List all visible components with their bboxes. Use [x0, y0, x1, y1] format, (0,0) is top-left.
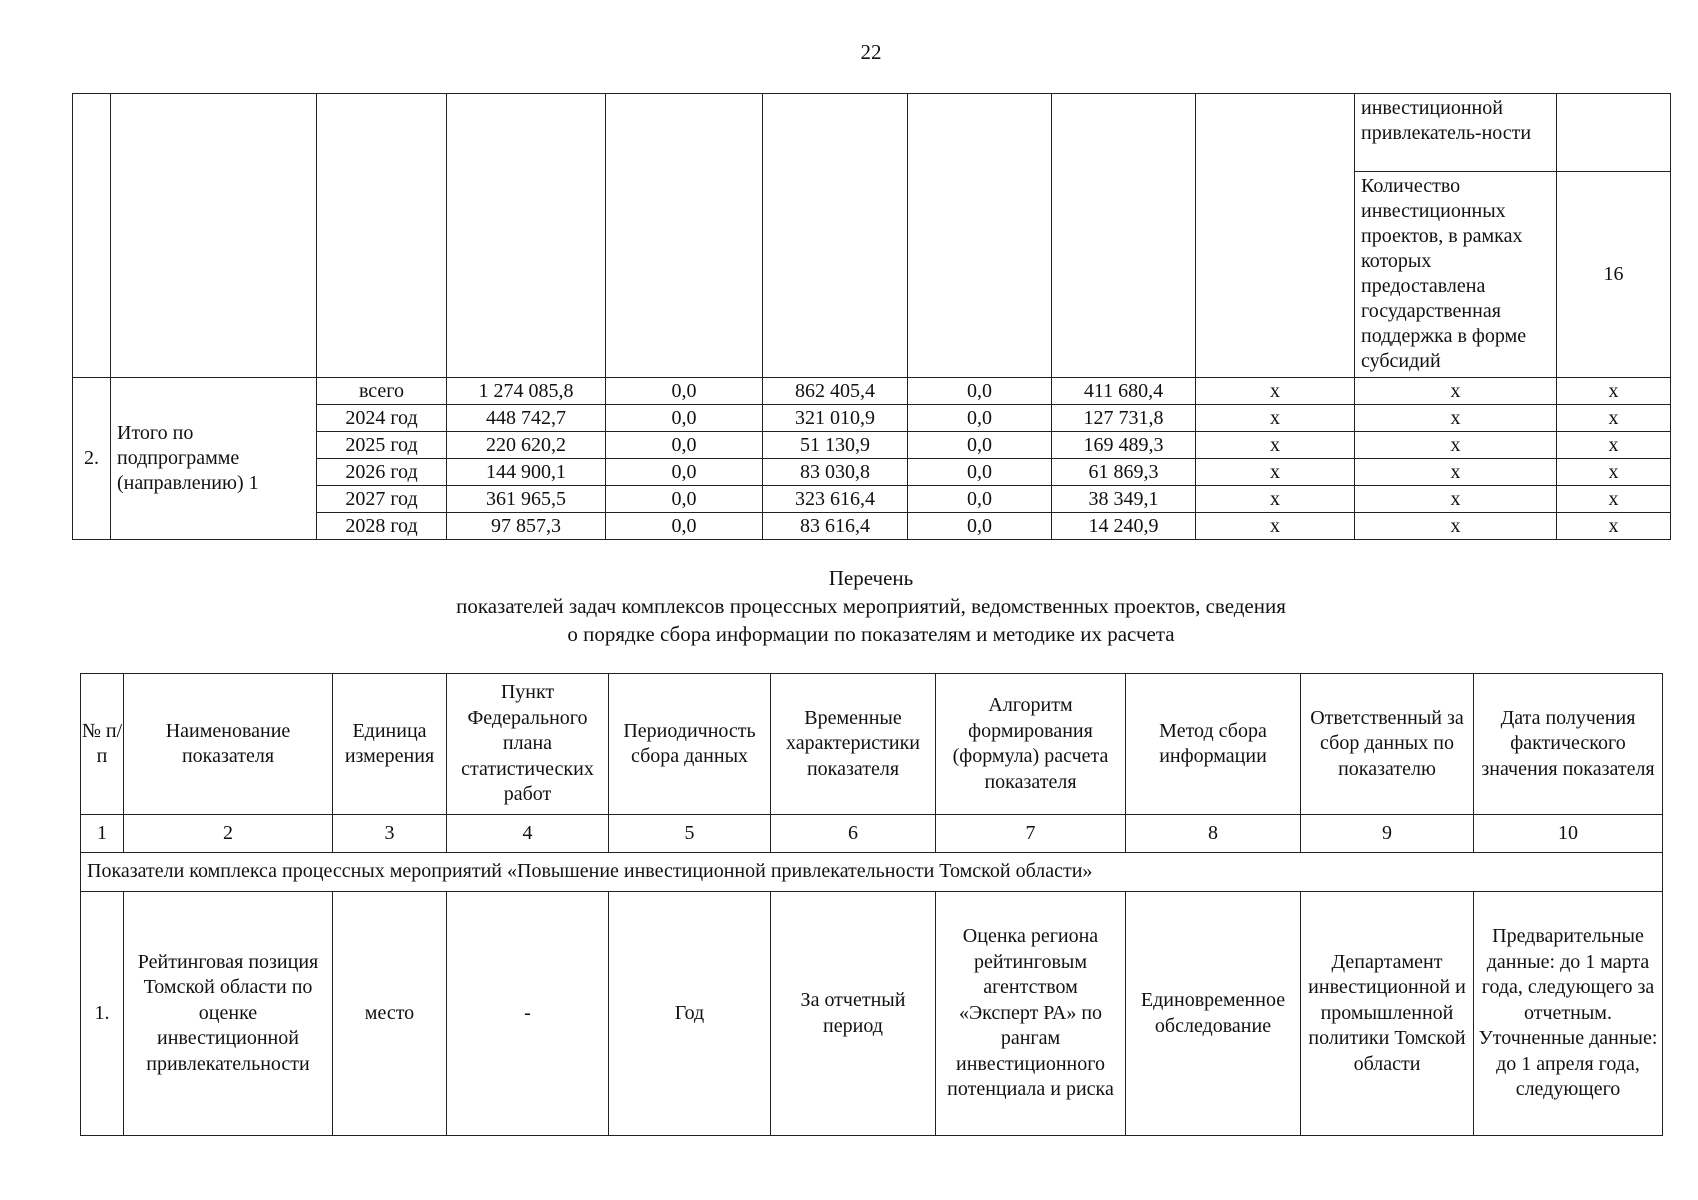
value-cell: х	[1196, 378, 1355, 405]
value-cell: х	[1355, 378, 1557, 405]
column-number: 4	[447, 815, 609, 853]
value-cell: 862 405,4	[763, 378, 908, 405]
section-heading	[0, 564, 1698, 648]
unit-cell: место	[333, 892, 447, 1136]
value-cell: х	[1355, 459, 1557, 486]
plan-item-cell: -	[447, 892, 609, 1136]
page-number: 22	[860, 40, 882, 64]
value-cell: 0,0	[606, 432, 763, 459]
value-cell: 83 030,8	[763, 459, 908, 486]
responsible-cell: Департамент инвестиционной и промышленной политики Томской области	[1301, 892, 1474, 1136]
header-cell: Метод сбора информации	[1126, 674, 1301, 815]
indicator-value: 16	[1557, 172, 1671, 378]
header-cell: № п/п	[81, 674, 124, 815]
finance-table	[72, 93, 1671, 540]
value-cell: х	[1196, 432, 1355, 459]
row-number: 1.	[81, 892, 124, 1136]
indicators-table	[80, 673, 1663, 1136]
date-cell: Предварительные данные: до 1 марта года, следующего за отчетным. Уточненные данные: до 1 апреля года, следующего	[1474, 892, 1663, 1136]
period-cell: всего	[317, 378, 447, 405]
period-cell: 2025 год	[317, 432, 447, 459]
header-row	[81, 674, 1663, 815]
period-cell: 2026 год	[317, 459, 447, 486]
value-cell: 323 616,4	[763, 486, 908, 513]
column-number: 3	[333, 815, 447, 853]
header-cell: Наименование показателя	[124, 674, 333, 815]
value-cell: 220 620,2	[447, 432, 606, 459]
value-cell: 0,0	[606, 378, 763, 405]
method-cell: Единовременное обследование	[1126, 892, 1301, 1136]
value-cell: 361 965,5	[447, 486, 606, 513]
value-cell: 51 130,9	[763, 432, 908, 459]
column-number-row	[81, 815, 1663, 853]
header-cell: Временные характеристики показателя	[771, 674, 936, 815]
value-cell: х	[1196, 459, 1355, 486]
column-number: 5	[609, 815, 771, 853]
value-cell: 321 010,9	[763, 405, 908, 432]
period-cell: 2024 год	[317, 405, 447, 432]
algorithm-cell: Оценка региона рейтинговым агентством «Эксперт РА» по рангам инвестиционного потенциала и риска	[936, 892, 1126, 1136]
value-cell: 38 349,1	[1052, 486, 1196, 513]
value-cell: х	[1355, 513, 1557, 540]
indicator-name: Рейтинговая позиция Томской области по оценке инвестиционной привлекательности	[124, 892, 333, 1136]
value-cell: 0,0	[908, 432, 1052, 459]
column-number: 10	[1474, 815, 1663, 853]
value-cell: х	[1355, 405, 1557, 432]
value-cell: 448 742,7	[447, 405, 606, 432]
value-cell: х	[1196, 513, 1355, 540]
column-number: 1	[81, 815, 124, 853]
table-row	[81, 892, 1663, 1136]
value-cell: х	[1557, 486, 1671, 513]
value-cell: 83 616,4	[763, 513, 908, 540]
period-cell: 2027 год	[317, 486, 447, 513]
value-cell: х	[1557, 513, 1671, 540]
value-cell: х	[1557, 432, 1671, 459]
value-cell: 1 274 085,8	[447, 378, 606, 405]
header-cell: Пункт Федерального плана статистических работ	[447, 674, 609, 815]
column-number: 9	[1301, 815, 1474, 853]
value-cell: 0,0	[908, 405, 1052, 432]
value-cell: 0,0	[908, 513, 1052, 540]
header-cell: Ответственный за сбор данных по показателю	[1301, 674, 1474, 815]
indicator-name-cont: инвестиционной привлекатель-ности	[1355, 94, 1557, 172]
value-cell: 0,0	[606, 486, 763, 513]
row-number: 2.	[73, 378, 111, 540]
column-number: 6	[771, 815, 936, 853]
total-label: Итого по подпрограмме (направлению) 1	[111, 378, 317, 540]
value-cell: 0,0	[606, 405, 763, 432]
value-cell: 0,0	[908, 378, 1052, 405]
period-cell: 2028 год	[317, 513, 447, 540]
header-cell: Единица измерения	[333, 674, 447, 815]
heading-line: показателей задач комплексов процессных мероприятий, ведомственных проектов, сведения	[456, 594, 1286, 618]
section-row	[81, 853, 1663, 892]
value-cell: 0,0	[908, 459, 1052, 486]
value-cell: х	[1557, 405, 1671, 432]
value-cell: 144 900,1	[447, 459, 606, 486]
column-number: 8	[1126, 815, 1301, 853]
value-cell: 169 489,3	[1052, 432, 1196, 459]
heading-line: о порядке сбора информации по показателям и методике их расчета	[567, 622, 1175, 646]
table-row	[73, 378, 1671, 405]
time-cell: За отчетный период	[771, 892, 936, 1136]
header-cell: Дата получения фактического значения показателя	[1474, 674, 1663, 815]
header-cell: Алгоритм формирования (формула) расчета показателя	[936, 674, 1126, 815]
value-cell: х	[1196, 486, 1355, 513]
value-cell: 411 680,4	[1052, 378, 1196, 405]
value-cell: 0,0	[606, 459, 763, 486]
section-title: Показатели комплекса процессных мероприятий «Повышение инвестиционной привлекательности Томской области»	[81, 853, 1663, 892]
value-cell: 14 240,9	[1052, 513, 1196, 540]
heading-line: Перечень	[828, 566, 914, 590]
column-number: 2	[124, 815, 333, 853]
value-cell: 0,0	[606, 513, 763, 540]
value-cell: х	[1557, 378, 1671, 405]
value-cell: х	[1355, 432, 1557, 459]
value-cell: х	[1196, 405, 1355, 432]
indicator-name: Количество инвестиционных проектов, в рамках которых предоставлена государственная поддержка в форме субсидий	[1355, 172, 1557, 378]
value-cell: 127 731,8	[1052, 405, 1196, 432]
value-cell: 61 869,3	[1052, 459, 1196, 486]
header-cell: Периодичность сбора данных	[609, 674, 771, 815]
value-cell: 97 857,3	[447, 513, 606, 540]
value-cell: 0,0	[908, 486, 1052, 513]
periodicity-cell: Год	[609, 892, 771, 1136]
column-number: 7	[936, 815, 1126, 853]
value-cell: х	[1557, 459, 1671, 486]
value-cell: х	[1355, 486, 1557, 513]
